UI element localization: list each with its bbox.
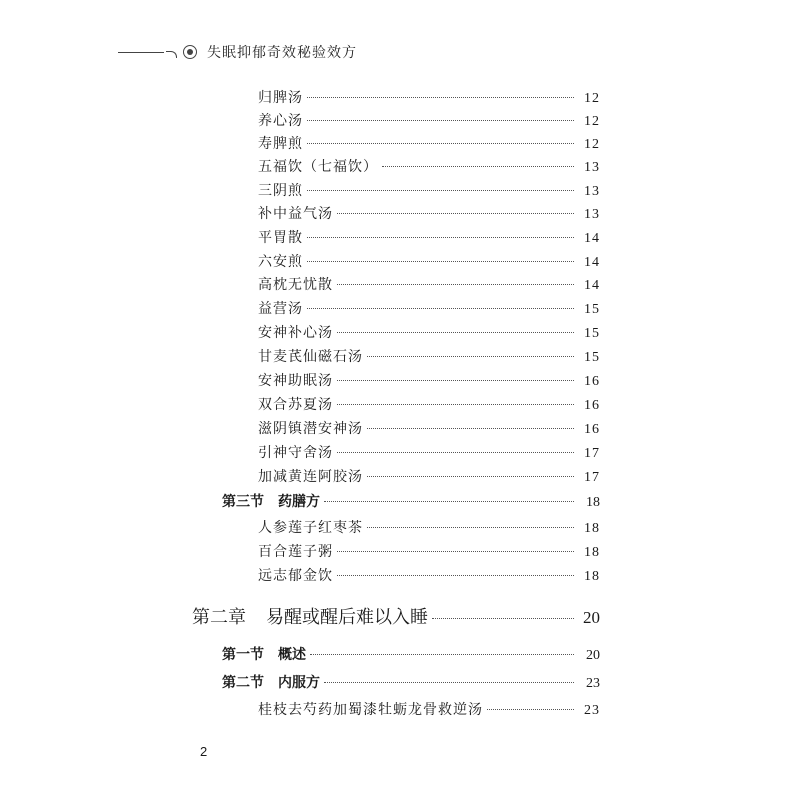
toc-entry <box>258 541 600 561</box>
dot-leader <box>382 166 574 167</box>
toc-entry <box>258 322 600 342</box>
entry-page: 16 <box>584 374 600 389</box>
toc-entry <box>258 203 600 223</box>
entry-page: 13 <box>584 184 600 199</box>
toc-entry <box>258 346 600 366</box>
section-page: 20 <box>586 648 600 663</box>
toc-entry <box>258 251 600 271</box>
dot-leader <box>324 682 574 683</box>
entry-title: 滋阴镇潜安神汤 <box>258 421 363 437</box>
dot-leader <box>337 575 574 576</box>
toc-entry <box>258 298 600 318</box>
section-number: 第一节 <box>222 646 264 662</box>
chapter-title: 易醒或醒后难以入睡 <box>266 607 428 628</box>
entry-title: 远志郁金饮 <box>258 568 333 584</box>
section-number: 第二节 <box>222 674 264 690</box>
toc-entry <box>258 442 600 462</box>
dot-leader <box>337 404 574 405</box>
entry-title: 三阴煎 <box>258 183 303 199</box>
entry-title: 百合莲子粥 <box>258 544 333 560</box>
book-title: 失眠抑郁奇效秘验效方 <box>207 45 357 61</box>
section-title: 内服方 <box>278 674 320 690</box>
entry-page: 18 <box>584 521 600 536</box>
toc-entry <box>258 565 600 585</box>
entry-page: 23 <box>584 703 600 718</box>
entry-page: 13 <box>584 160 600 175</box>
toc-entry <box>258 156 600 176</box>
entry-page: 15 <box>584 326 600 341</box>
dot-leader <box>337 380 574 381</box>
dot-leader <box>307 190 574 191</box>
entry-title: 人参莲子红枣茶 <box>258 520 363 536</box>
section-number: 第三节 <box>222 493 264 509</box>
dot-leader <box>307 143 574 144</box>
dot-leader <box>324 501 574 502</box>
dot-leader <box>367 476 574 477</box>
entry-page: 18 <box>584 545 600 560</box>
dot-leader <box>310 654 574 655</box>
entry-page: 16 <box>584 398 600 413</box>
page-number: 2 <box>200 744 208 759</box>
toc-entry <box>258 699 600 719</box>
chapter-number: 第二章 <box>192 607 246 628</box>
entry-title: 双合苏夏汤 <box>258 397 333 413</box>
entry-title: 补中益气汤 <box>258 206 333 222</box>
dot-leader <box>337 284 574 285</box>
toc-section <box>222 672 600 692</box>
dot-leader <box>432 618 574 619</box>
toc-entry <box>258 87 600 107</box>
entry-page: 14 <box>584 278 600 293</box>
toc-entry <box>258 227 600 247</box>
entry-title: 引神守舍汤 <box>258 445 333 461</box>
dot-leader <box>337 452 574 453</box>
toc-entry <box>258 180 600 200</box>
entry-title: 甘麦芪仙磁石汤 <box>258 349 363 365</box>
entry-title: 安神补心汤 <box>258 325 333 341</box>
entry-title: 寿脾煎 <box>258 136 303 152</box>
toc-section <box>222 491 600 511</box>
dot-leader <box>307 261 574 262</box>
toc-entry <box>258 110 600 130</box>
dot-leader <box>337 332 574 333</box>
dot-leader <box>307 237 574 238</box>
entry-page: 15 <box>584 302 600 317</box>
toc-chapter <box>192 603 600 629</box>
entry-title: 归脾汤 <box>258 90 303 106</box>
toc-entry <box>258 394 600 414</box>
entry-page: 14 <box>584 255 600 270</box>
section-page: 18 <box>586 495 600 510</box>
toc-entry <box>258 133 600 153</box>
chapter-page: 20 <box>583 608 600 627</box>
entry-page: 18 <box>584 569 600 584</box>
toc-entry <box>258 418 600 438</box>
dot-leader <box>307 308 574 309</box>
toc-entry <box>258 517 600 537</box>
dot-leader <box>307 120 574 121</box>
toc-section <box>222 644 600 664</box>
entry-title: 加减黄连阿胶汤 <box>258 469 363 485</box>
dot-leader <box>337 213 574 214</box>
entry-page: 14 <box>584 231 600 246</box>
entry-title: 安神助眠汤 <box>258 373 333 389</box>
entry-page: 17 <box>584 446 600 461</box>
entry-page: 12 <box>584 91 600 106</box>
section-page: 23 <box>586 676 600 691</box>
entry-page: 12 <box>584 114 600 129</box>
toc-entry <box>258 370 600 390</box>
entry-title: 益营汤 <box>258 301 303 317</box>
dot-leader <box>367 428 574 429</box>
entry-page: 15 <box>584 350 600 365</box>
entry-title: 五福饮（七福饮） <box>258 159 378 175</box>
section-title: 药膳方 <box>278 493 320 509</box>
entry-page: 13 <box>584 207 600 222</box>
toc-entry <box>258 274 600 294</box>
entry-page: 12 <box>584 137 600 152</box>
entry-title: 六安煎 <box>258 254 303 270</box>
entry-title: 养心汤 <box>258 113 303 129</box>
dot-leader <box>367 527 574 528</box>
dot-leader <box>337 551 574 552</box>
entry-page: 17 <box>584 470 600 485</box>
dot-leader <box>307 97 574 98</box>
dot-leader <box>487 709 574 710</box>
dot-leader <box>367 356 574 357</box>
entry-title: 高枕无忧散 <box>258 277 333 293</box>
toc-entry <box>258 466 600 486</box>
entry-title: 桂枝去芍药加蜀漆牡蛎龙骨救逆汤 <box>258 702 483 718</box>
entry-page: 16 <box>584 422 600 437</box>
entry-title: 平胃散 <box>258 230 303 246</box>
section-title: 概述 <box>278 646 306 662</box>
